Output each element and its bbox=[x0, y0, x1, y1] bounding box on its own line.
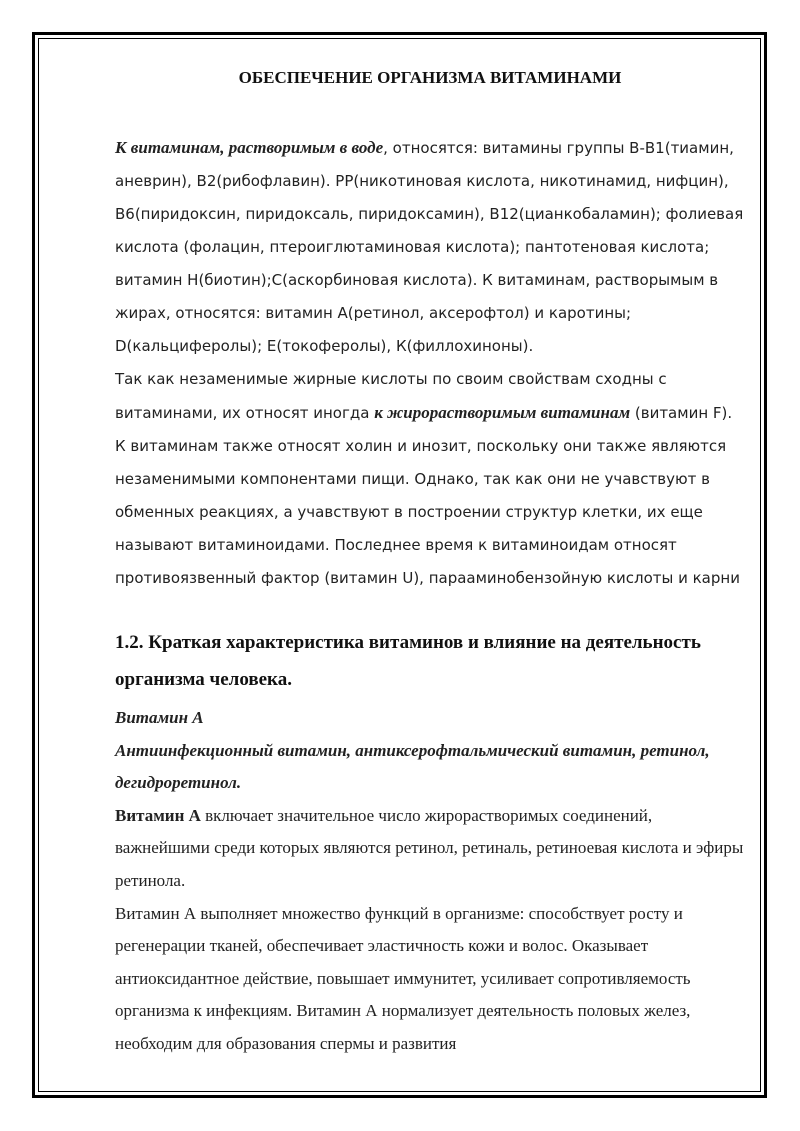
water-soluble-text: , относятся: витамины группы В-В1(тиамин, аневрин), В2(рибофлавин). РР(никотиновая кислота, никотинамид, нифцин), В6(пиридоксин, пиридоксаль, пиридоксамин), В12(цианкобаламин); фолиевая кислота (фолацин, птероиглютаминовая кислота); пантотеновая кислота; витамин Н(биотин);С(аскорбиновая кислота). К витаминам, растворымым в жирах, относятся: витамин А(ретинол, аксерофтол) и каротины; D(кальциферолы); Е(токоферолы), К(филлохиноны). bbox=[115, 139, 744, 355]
fat-soluble-emphasis: к жирорастворимым витаминам bbox=[374, 403, 631, 422]
section-heading: 1.2. Краткая характеристика витаминов и влияние на деятельность организма человека. bbox=[115, 632, 701, 690]
vitamin-a-title: Витамин А bbox=[115, 708, 204, 727]
paragraph-water-soluble bbox=[115, 131, 747, 363]
fatty-acids-text-before: Так как незаменимые жирные кислоты по своим свойствам сходны с витаминами, их относят иногда bbox=[115, 370, 667, 422]
paragraph-fatty-acids bbox=[115, 363, 747, 595]
vitamin-a-compounds-text: включает значительное число жирорастворимых соединений, важнейшими среди которых являются ретинол, ретиналь, ретиноевая кислота и эфиры ретинола. bbox=[115, 805, 744, 890]
fatty-acids-text-after: (витамин F). К витаминам также относят холин и инозит, поскольку они также являются незаменимыми компонентами пищи. Однако, так как они не учавствуют в обменных реакциях, а учавствуют в построении структур клетки, их еще называют витаминоидами. Последнее время к витаминоидам относят противоязвенный фактор (витамин U), парааминобензойную кислоты и карни bbox=[115, 404, 740, 587]
document-title: ОБЕСПЕЧЕНИЕ ОРГАНИЗМА ВИТАМИНАМИ bbox=[238, 68, 622, 87]
vitamin-a-synonyms: Антиинфекционный витамин, антиксерофтальмический витамин, ретинол, дегидроретинол. bbox=[115, 740, 710, 793]
water-soluble-emphasis: К витаминам, растворимым в воде bbox=[115, 138, 384, 157]
vitamin-a-section bbox=[115, 702, 747, 1061]
paragraph-vitamin-a-functions: Витамин А выполняет множество функций в организме: способствует росту и регенерации тканей, обеспечивает эластичность кожи и волос. Оказывает антиоксидантное действие, повышает иммунитет, усиливает сопротивляемость организма к инфекциям. Витамин А нормализует деятельность половых желез, необходим для образования спермы и развития bbox=[115, 903, 691, 1053]
intro-section bbox=[115, 131, 747, 595]
paragraph-vitamin-a-compounds bbox=[115, 800, 747, 898]
vitamin-a-bold-label: Витамин А bbox=[115, 805, 201, 825]
